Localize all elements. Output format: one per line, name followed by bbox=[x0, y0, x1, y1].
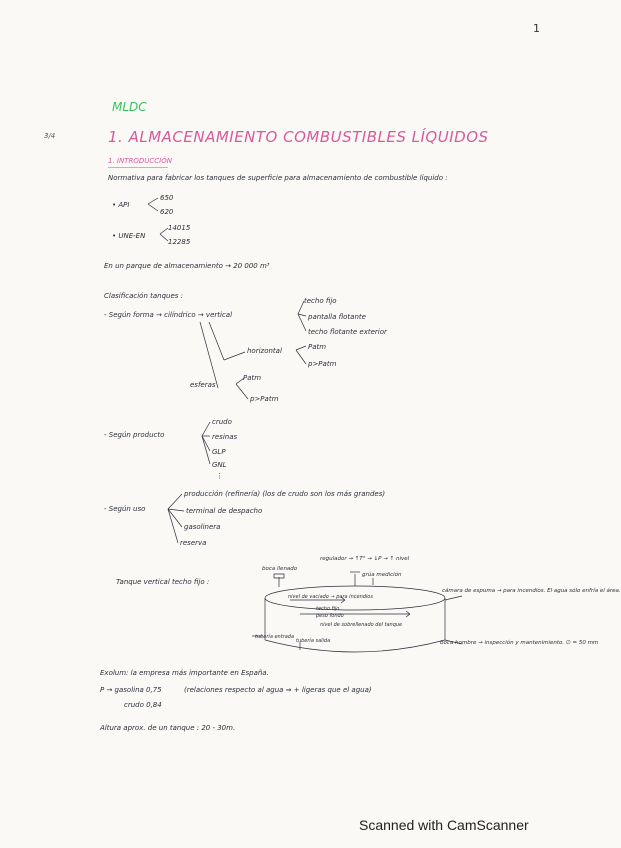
forma-techo-flotante: techo flotante exterior bbox=[308, 328, 387, 336]
forma-esferas: esferas bbox=[190, 381, 216, 389]
producto-label: - Según producto bbox=[104, 431, 165, 439]
producto-glp: GLP bbox=[212, 448, 226, 456]
header-code: MLDC bbox=[112, 100, 147, 114]
scanner-watermark: Scanned with CamScanner bbox=[359, 817, 529, 833]
une-12285: 12285 bbox=[168, 238, 191, 246]
horizontal-patm: Patm bbox=[308, 343, 327, 351]
uso-produccion: producción (refinería) (los de crudo son los más grandes) bbox=[184, 490, 386, 498]
une-label: • UNE-EN bbox=[112, 232, 146, 240]
label-tuberia-entrada: tubería entrada bbox=[255, 634, 295, 640]
note-exolum: Exolum: la empresa más importante en España. bbox=[100, 669, 269, 677]
page-title: 1. ALMACENAMIENTO COMBUSTIBLES LÍQUIDOS bbox=[108, 128, 489, 146]
uso-gasolinera: gasolinera bbox=[184, 523, 221, 531]
label-boca-hombre: boca hombre → inspección y mantenimiento. ∅ = 50 mm bbox=[440, 640, 599, 646]
une-14015: 14015 bbox=[168, 224, 191, 232]
label-camara-espuma: cámara de espuma → para incendios. El agua sólo enfría el área. bbox=[442, 588, 621, 594]
label-regulador: regulador → ↑T° → ↓P → ↑ nivel bbox=[320, 556, 410, 562]
uso-terminal: terminal de despacho bbox=[186, 507, 263, 515]
normativa-intro: Normativa para fabricar los tanques de superficie para almacenamiento de combustible líquido : bbox=[108, 174, 448, 182]
horizontal-ppatm: p>Patm bbox=[308, 360, 337, 368]
api-620: 620 bbox=[160, 208, 174, 216]
margin-note: 3/4 bbox=[44, 132, 56, 140]
forma-label: - Según forma → cilíndrico → vertical bbox=[104, 311, 233, 319]
forma-pantalla: pantalla flotante bbox=[308, 313, 366, 321]
producto-gnl: GNL bbox=[212, 461, 227, 469]
label-boca-llenado: boca llenado bbox=[262, 566, 298, 572]
label-medicion: grúa medición bbox=[362, 572, 402, 578]
esferas-ppatm: p>Patm bbox=[250, 395, 279, 403]
note-altura: Altura aprox. de un tanque : 20 - 30m. bbox=[100, 724, 236, 732]
parque-line: En un parque de almacenamiento → 20 000 m³ bbox=[104, 262, 270, 270]
esferas-patm: Patm bbox=[243, 374, 262, 382]
note-gasolina: P → gasolina 0,75 bbox=[100, 686, 162, 694]
label-tuberia-salida: tubería salida bbox=[296, 638, 331, 644]
page-number: 1 bbox=[533, 22, 540, 35]
api-650: 650 bbox=[160, 194, 174, 202]
note-relaciones: (relaciones respecto al agua ⇒ + ligeras que el agua) bbox=[184, 686, 372, 694]
forma-horizontal: horizontal bbox=[247, 347, 282, 355]
api-label: • API bbox=[112, 201, 130, 209]
diagram-heading: Tanque vertical techo fijo : bbox=[116, 578, 210, 586]
producto-resinas: resinas bbox=[212, 433, 238, 441]
label-peso-fondo: peso fondo bbox=[316, 613, 344, 619]
uso-label: - Según uso bbox=[104, 505, 146, 513]
clasificacion-heading: Clasificación tanques : bbox=[104, 292, 183, 300]
uso-reserva: reserva bbox=[180, 539, 207, 547]
forma-techo-fijo: techo fijo bbox=[304, 297, 337, 305]
label-sobrellenado: nivel de sobrellenado del tanque bbox=[320, 622, 403, 628]
label-techo-fijo: techo fijo bbox=[316, 606, 340, 612]
section-heading: 1. INTRODUCCIÓN bbox=[108, 157, 172, 165]
producto-crudo: crudo bbox=[212, 418, 232, 426]
producto-more: ⋮ bbox=[216, 472, 223, 480]
label-nivel-vaciado: nivel de vaciado → para incendios bbox=[288, 594, 373, 600]
note-crudo: crudo 0,84 bbox=[124, 701, 162, 709]
